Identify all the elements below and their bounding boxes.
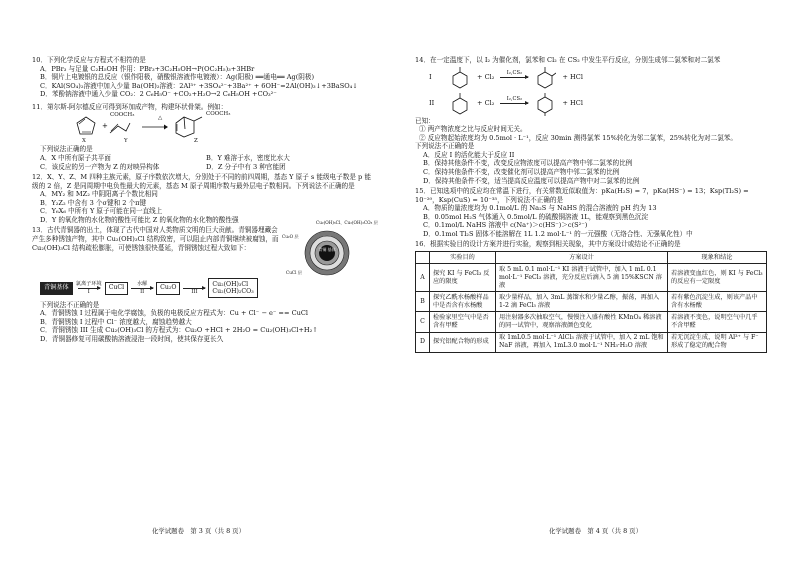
table-row: D 探究铝配合物的形成 取 1mL0.5 mol·L⁻¹ AlCl₃ 溶液于试管中，加入 2 mL 饱和 NaF 溶液，再加入 1mL3.0 mol·L⁻¹ NH₃·H₂O 溶液 若无沉淀生成，说明 Al³⁺ 与 F⁻ 形成了稳定的配合物 bbox=[416, 332, 767, 352]
q11-label-z: Z bbox=[194, 138, 198, 145]
svg-text:+: + bbox=[102, 122, 108, 131]
diels-alder-scheme-drawing bbox=[72, 111, 222, 145]
q10-option-d: D．苯酚钠溶液中通入少量 CO₂：2 C₆H₅O⁻ +CO₂+H₂O→2 C₆H₅OH +CO₃²⁻ bbox=[40, 90, 277, 99]
q15-option-c: C．0.1mol/L NaHS 溶液中 c(Na⁺)＞c(HS⁻)＞c(S²⁻) bbox=[423, 221, 588, 230]
q15-option-b: B．0.05mol H₂S 气体通入 0.5mol/L 的硫酸铜溶液 1L，能观察到黑色沉淀 bbox=[423, 212, 649, 221]
q12-option-d: D．Y 的氧化物的水化物的酸性可能比 Z 的氧化物的水化物的酸性强 bbox=[40, 215, 239, 224]
q14-option-c: C．保持其他条件不变，改变催化剂可以提高产物中邻二氯苯的比例 bbox=[423, 167, 620, 176]
q13-option-a: A．青铜锈蚀 I 过程属于电化学腐蚀，负极的电极反应方程式为：Cu + Cl⁻ − e⁻ == CuCl bbox=[40, 309, 309, 318]
q13-flow-products: Cu₂(OH)₃Cl Cu₂(OH)₂CO₃ bbox=[208, 278, 257, 297]
q13-corrosion-layers-diagram bbox=[282, 220, 378, 276]
q13-diagram-label-outer: Cu₂(OH)₃Cl、Cu₂(OH)₂CO₃ 层 bbox=[316, 220, 378, 226]
q13-diagram-center: 青铜 基体 bbox=[318, 247, 336, 253]
question-15 bbox=[415, 187, 767, 238]
q12-option-b: B．Y₂Z₂ 中含有 3 个σ键和 2 个π键 bbox=[40, 198, 147, 207]
q11-label-y: Y bbox=[124, 138, 128, 145]
q14-option-a: A．反应 I 的活化能大于反应 II bbox=[423, 150, 515, 159]
question-11 bbox=[32, 103, 372, 171]
page-3-content bbox=[32, 56, 378, 346]
q11-prompt: 下列说法正确的是 bbox=[40, 145, 93, 154]
q11-group-z: COOCH₃ bbox=[206, 111, 231, 118]
q10-option-a: A．PBr₃ 与足量 C₂H₅OH 作用：PBr₃+3C₂H₅OH→P(OC₂H₅)₃+3HBr bbox=[40, 64, 255, 73]
q13-option-d: D．青铜器修复可用碳酸钠溶液浸泡一段时间，使其保存更长久 bbox=[40, 334, 224, 343]
q13-flow-arrow-3: III bbox=[183, 281, 205, 296]
q11-options bbox=[32, 154, 372, 171]
question-16 bbox=[415, 240, 767, 352]
q16-header-design: 方案设计 bbox=[496, 252, 668, 264]
q14-prompt: 下列说法不正确的是 bbox=[415, 142, 475, 151]
q15-option-d: D．0.1mol Tl₂S 固体不能溶解在 1L 1.2 mol·L⁻¹ 的一元强酸（无络合性、无强氧化性）中 bbox=[423, 229, 693, 238]
chlorobenzene-icon bbox=[449, 66, 471, 90]
q16-experiment-table bbox=[415, 251, 767, 353]
q11-option-d: D．Z 分子中有 3 种官能团 bbox=[206, 162, 286, 171]
chlorobenzene-icon bbox=[449, 92, 471, 116]
q13-corrosion-flow bbox=[40, 278, 372, 297]
q11-option-a: A．X 中所有原子共平面 bbox=[40, 153, 111, 162]
q10-stem: 10．下列化学反应与方程式不相符的是 bbox=[32, 56, 146, 64]
q13-diagram-label-cu2o: Cu₂O 层 bbox=[282, 234, 299, 240]
q11-label-x: X bbox=[82, 138, 86, 145]
question-10 bbox=[32, 56, 372, 99]
q11-reaction-scheme bbox=[32, 111, 372, 145]
q11-delta: △ bbox=[158, 115, 163, 122]
q11-option-b: B．Y 难溶于水，密度比水大 bbox=[206, 153, 290, 162]
table-row: B 探究乙酰水杨酸样品中是否含有水杨酸 取少量样品，加入 3mL 蒸馏水和少量乙醇，振荡，再加入 1-2 滴 FeCl₃ 溶液 若有紫色沉淀生成，则该产品中含有水杨酸 bbox=[416, 292, 767, 312]
q16-header-goal: 实验目的 bbox=[430, 252, 496, 264]
para-dichlorobenzene-icon bbox=[534, 92, 556, 116]
q16-stem: 16．根据实验目的设计方案并进行实验，观察到相关现象，其中方案设计或结论不正确的是 bbox=[415, 240, 681, 249]
page-3-footer: 化学试题卷 第 3 页（共 8 页） bbox=[152, 526, 245, 535]
q13-flow-cucl: CuCl bbox=[105, 282, 128, 295]
q13-flow-cu2o: Cu₂O bbox=[156, 282, 180, 295]
q14-known: 已知： bbox=[415, 116, 435, 125]
q16-header-result: 现象和结论 bbox=[668, 252, 767, 264]
q14-option-b: B．保持其他条件不变，改变反应物浓度可以提高产物中邻二氯苯的比例 bbox=[423, 159, 633, 168]
q16-table-header-row bbox=[416, 252, 767, 264]
page-4-footer: 化学试题卷 第 4 页（共 8 页） bbox=[549, 526, 642, 535]
q13-stem: 13．古代青铜器的出土，体现了古代中国对人类物质文明的巨大贡献。青铜器埋藏会产生多种锈蚀产物，其中 Cu₂(OH)₃Cl 结构致密，可以阻止内部青铜继续被腐蚀，而 Cu₂(OH)₃Cl 结构疏松膨胀，可使锈蚀很快蔓延，青铜锈蚀过程大致如下： bbox=[32, 226, 279, 252]
question-13 bbox=[32, 220, 378, 343]
q13-option-b: B．青铜锈蚀 I 过程中 Cl⁻ 浓度越大，腐蚀趋势越大 bbox=[40, 317, 192, 326]
q13-diagram-label-cucl: CuCl 层 bbox=[286, 270, 302, 276]
page-4-content bbox=[415, 56, 767, 355]
q14-reaction-i: I + Cl₂ I₂,CS₂ + HCl bbox=[415, 65, 767, 91]
q12-stem: 12．X、Y、Z、M 四种主族元素，原子序数依次增大，分别处于不同的前四周期，基态 Y 原子 s 能级电子数是 p 能级的 2 倍，Z 是同周期中电负性最大的元素，基态 M 原子周期序数与最外层电子数相同。下列说法不正确的是 bbox=[32, 173, 371, 190]
question-12 bbox=[32, 173, 372, 224]
q15-stem: 15．已知选项中的反应均在常温下进行，有关常数近似取值为：pKa(H₂S) = 7，pKa(HS⁻) = 13；Ksp(Tl₂S) = 10⁻²⁰，Ksp(CuS) = 10⁻³⁵，下列说法不正确的是 bbox=[415, 187, 749, 204]
table-row: C 检验家里空气中是否含有甲醛 用注射器多次抽取空气，慢慢注入盛有酸性 KMnO₄ 稀溶液的同一试管中，观察溶液颜色变化 若溶液不变色，说明空气中几乎不含甲醛 bbox=[416, 312, 767, 332]
q13-flow-bronze: 青铜基体 bbox=[40, 282, 73, 295]
q12-option-c: C．Y₆X₆ 中所有 Y 原子可能在同一直线上 bbox=[40, 207, 163, 216]
table-row: A 探究 KI 与 FeCl₃ 反应的限度 取 5 mL 0.1 mol·L⁻¹ KI 溶液于试管中，加入 1 mL 0.1 mol·L⁻¹ FeCl₃ 溶液，充分反应后滴入 5 滴 15%KSCN 溶液 若溶液变血红色，则 KI 与 FeCl₃ 的反应有一定限度 bbox=[416, 264, 767, 292]
q13-flow-arrow-1: 氯离子环境 I bbox=[75, 280, 102, 295]
q13-prompt: 下列说法不正确的是 bbox=[40, 300, 100, 309]
q10-option-c: C．KAl(SO₄)₂溶液中加入少量 Ba(OH)₂溶液：2Al³⁺ +3SO₄²⁻+3Ba²⁺ + 6OH⁻=2Al(OH)₃↓+3BaSO₄↓ bbox=[40, 81, 358, 90]
q14-option-d: D．保持其他条件不变，适当提高反应温度可以提高产物中对二氯苯的比例 bbox=[423, 176, 640, 185]
q14-stem: 14．在一定温度下，以 I₂ 为催化剂，氯苯和 Cl₂ 在 CS₂ 中发生平行反应，分别生成邻二氯苯和对二氯苯 bbox=[415, 56, 721, 64]
q16-header-label bbox=[416, 252, 430, 264]
q14-note-2: ② 反应物起始浓度均为 0.5mol · L⁻¹，反应 30min 测得氯苯 15%转化为邻二氯苯，25%转化为对二氯苯。 bbox=[419, 133, 737, 142]
q11-option-c: C．该反应的另一产物为 Z 的对映异构体 bbox=[40, 162, 160, 171]
q14-reaction-ii: II + Cl₂ I₂,CS₂ + HCl bbox=[415, 91, 767, 117]
q12-option-a: A．MY₂ 和 MZ₂ 中阴阳离子个数比相同 bbox=[40, 190, 158, 199]
page-4 bbox=[397, 0, 794, 561]
q14-note-1: ① 两产物浓度之比与反应时间无关。 bbox=[419, 125, 527, 134]
question-14 bbox=[415, 56, 767, 185]
q10-option-b: B．铜片上电镀银的总反应（银作阳极，硝酸银溶液作电镀液）：Ag(阳极) ══通电══ Ag(阴极) bbox=[40, 73, 315, 82]
q15-option-a: A．物质的量浓度均为 0.1mol/L 的 Na₂S 与 NaHS 的混合溶液的 pH 约为 13 bbox=[423, 204, 657, 213]
ortho-dichlorobenzene-icon bbox=[534, 66, 556, 90]
q13-flow-arrow-2: 水解 II bbox=[131, 281, 153, 296]
q13-option-c: C．青铜锈蚀 III 生成 Cu₂(OH)₃Cl 的方程式为：Cu₂O +HCl + 2H₂O = Cu₂(OH)₃Cl+H₂↑ bbox=[40, 326, 318, 335]
q11-stem: 11．第尔斯-阿尔德反应可得到环加成产物，构建环状骨架。例如： bbox=[32, 102, 228, 111]
q11-group-y: COOCH₃ bbox=[110, 112, 135, 119]
